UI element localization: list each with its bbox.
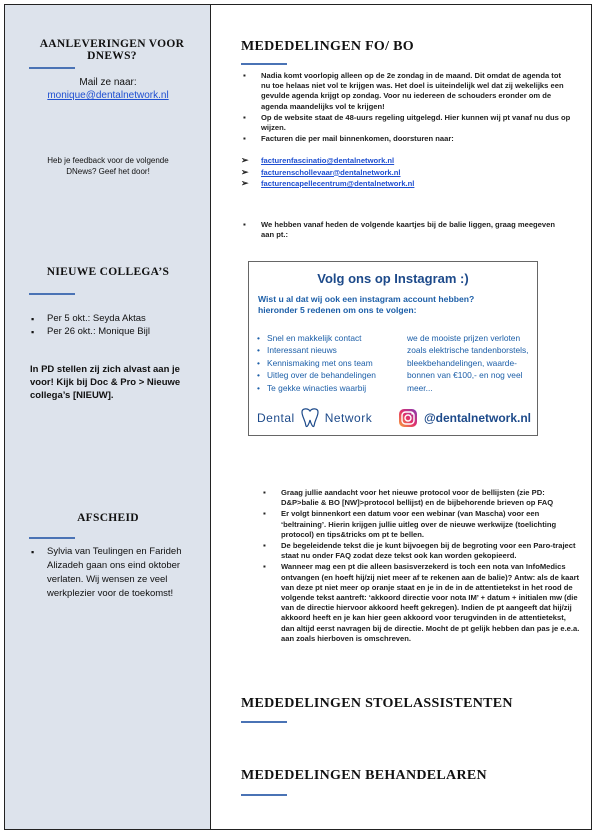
intro-line: Wist u al dat wij ook een instagram account hebben? [258,294,475,304]
list-item: ▪ Nadia komt voorlopig alleen op de 2e zondag in de maand. Dit omdat de agenda tot nu toe helaas niet vol te krijgen was. Het doel is uiteindelijk wel dat zij wekelijks een gevulde agenda krijgt op zondag. Voor nu iedereen de schouders eronder om de agenda maandelijks vol te krijgen! [241,71,571,112]
invoice-email-list [241,155,561,190]
invoice-email-link[interactable]: facturencapellecentrum@dentalnetwork.nl [261,179,415,188]
collegas-title: NIEUWE COLLEGA’S [46,266,170,278]
feedback-text: Heb je feedback voor de volgende DNews? Geef het door! [47,156,169,176]
stoelassistenten-title: MEDEDELINGEN STOELASSISTENTEN [241,696,513,711]
kaartjes-list [241,220,566,241]
intro-line: hieronder 5 redenen om ons te volgen: [258,305,417,315]
list-item: ▪ Graag jullie aandacht voor het nieuwe protocol voor de bellijsten (zie PD: D&P>balie & BO [NW]>protocol bellijst) en de bijbehorende brieven op FAQ [261,488,581,508]
reasons [257,332,529,394]
fo-bo-list [241,71,571,145]
list-item [241,167,561,179]
afscheid-title: AFSCHEID [77,512,139,524]
text-line: we de mooiste prijzen verloten [407,333,521,343]
sidebar [5,5,211,829]
list-item: • Kennismaking met ons team [257,357,407,369]
collegas-list [29,313,204,338]
instagram-card [248,261,538,436]
list-item: ▪ We hebben vanaf heden de volgende kaartjes bij de balie liggen, graag meegeven aan pt.: [241,220,566,240]
handle-text: @dentalnetwork.nl [423,411,531,425]
list-item: ▪ Wanneer mag een pt die alleen basisverzekerd is toch een nota van InfoMedics ontvangen (en hoeft hij/zij niet meer af te rekenen aan de balie)? Antw: als de kaart van deze pt niet meer op oranje staat en je in de in de attentietekst in het rood de volgende tekst aantreft: ‘akkoord directie voor nota IM’ + datum + initialen mw (die van de directie hiervoor akkoord heeft gekregen). Indien de pt aangeeft dat hij/zij akkoord heeft en je kan hier geen akkoord voor terugvinden in de attentietekst, dan altijd eerst navragen bij de directie. Mocht de pt gelijk hebben dan pas je e.e.a. aan zoals hierboven is omschreven. [261,562,581,644]
fo-bo-rule [241,63,287,65]
list-item: • Te gekke winacties waarbij [257,382,407,394]
list-item: • Snel en makkelijk contact [257,332,407,344]
reasons-list [257,332,407,394]
logo-word: Dental [257,411,295,425]
instagram-icon [398,408,418,428]
aanleveringen-title: AANLEVERINGEN VOOR DNEWS? [39,38,185,62]
list-item: • Interessant nieuws [257,344,407,356]
email-wrap [5,90,211,101]
list-item: ▪ Per 5 okt.: Seyda Aktas [29,313,204,326]
list-item: ▪ Sylvia van Teulingen en Farideh Alizadeh gaan ons eind oktober verlaten. Wij wensen ze veel werkplezier voor de toekomst! [29,545,187,601]
fo-bo-title: MEDEDELINGEN FO/ BO [241,39,414,54]
protocol-list [261,488,581,645]
brand-row [257,408,531,428]
main-content [211,5,591,829]
text-line: zoals elektrische tandenborstels, [407,345,529,356]
list-item: ▪ De begeleidende tekst die je kunt bijvoegen bij de begroting voor een Paro-traject staat nu onder FAQ zodat deze tekst ook kan worden gekopieerd. [261,541,581,561]
aanleveringen-rule [29,67,75,69]
text-line: meer... [407,382,433,393]
logo-word: Network [324,411,373,425]
text-line: bleekbehandelingen, waarde- [407,357,517,368]
list-item: ▪ Facturen die per mail binnenkomen, doorsturen naar: [241,134,571,144]
mail-label: Mail ze naar: [79,77,137,88]
collegas-rule [29,293,75,295]
stoelassistenten-rule [241,721,287,723]
list-item: ▪ Per 26 okt.: Monique Bijl [29,326,204,339]
reasons-continued [407,332,529,394]
instagram-handle [398,408,531,428]
collegas-note: In PD stellen zij zich alvast aan je voor! Kijk bij Doc & Pro > Nieuwe collega’s [NIEUW]. [30,364,181,401]
text-line: bonnen van €100,- en nog veel [407,370,523,381]
instagram-card-intro [258,294,537,316]
afscheid-rule [29,537,75,539]
behandelaren-title: MEDEDELINGEN BEHANDELAREN [241,768,487,783]
list-item [241,155,561,167]
invoice-email-link[interactable]: facturenschollevaar@dentalnetwork.nl [261,167,401,177]
dental-network-logo [257,408,372,428]
list-item [241,178,561,190]
invoice-email-link[interactable]: facturenfascinatio@dentalnetwork.nl [261,156,395,165]
page [4,4,592,830]
instagram-card-title: Volg ons op Instagram :) [317,271,469,286]
afscheid-list [29,545,187,601]
list-item: • Uitleg over de behandelingen [257,369,407,381]
submission-email-link[interactable]: monique@dentalnetwork.nl [47,90,169,101]
list-item: ▪ Op de website staat de 48-uurs regeling uitgelegd. Hier kunnen wij pt vanaf nu dus op wijzen. [241,113,571,133]
tooth-icon [299,408,321,428]
behandelaren-rule [241,794,287,796]
list-item: ▪ Er volgt binnenkort een datum voor een webinar (van Mascha) voor een ‘beltraining’. Hierin krijgen jullie uitleg over de nieuwe werkwijze (toelichting protocol) en tips&tricks om pt te bellen. [261,509,581,540]
